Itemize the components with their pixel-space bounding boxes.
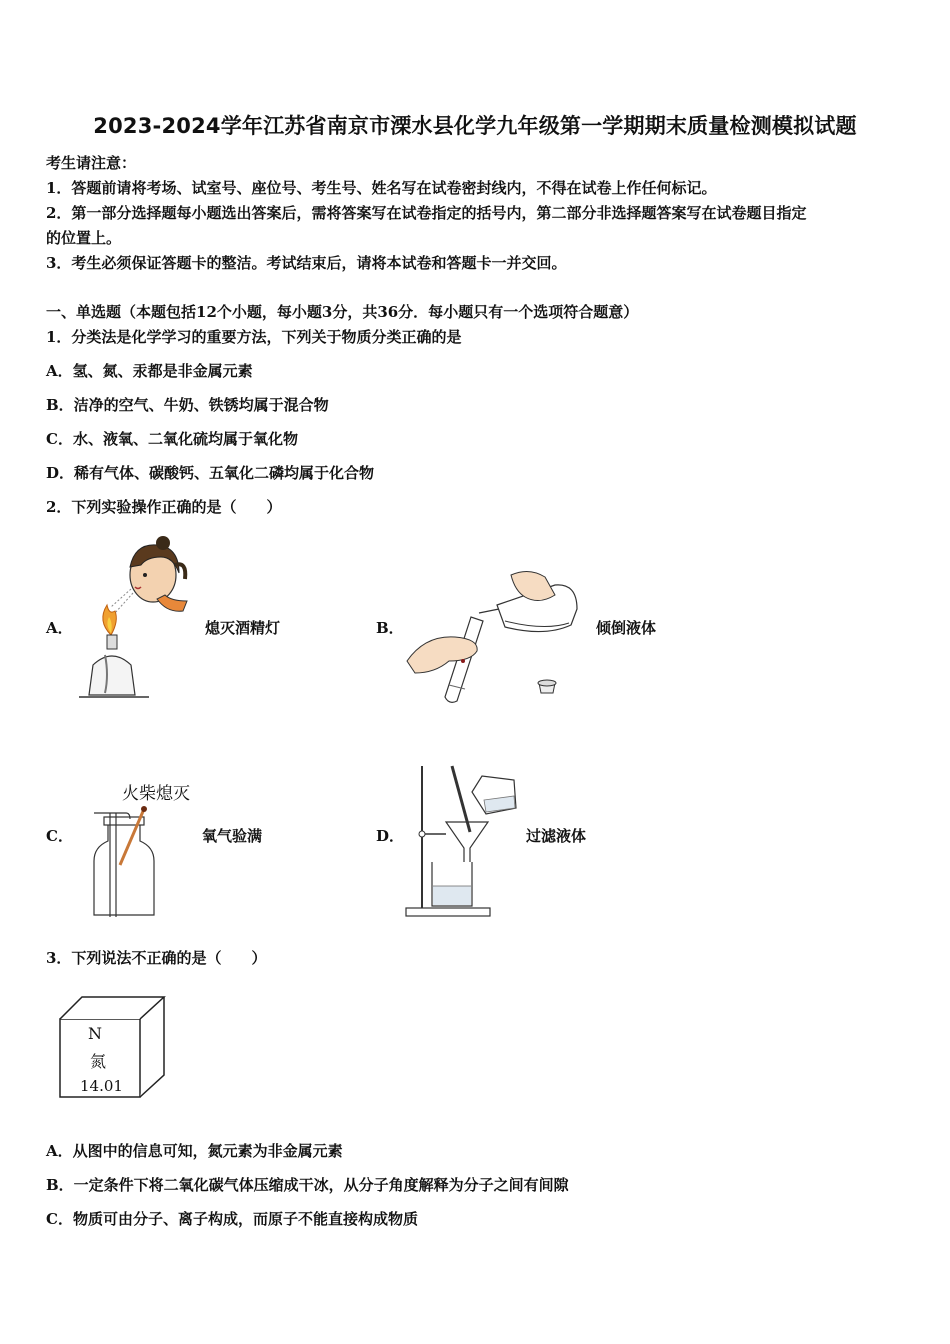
q2-option-c-letter: C． <box>46 827 73 845</box>
notice-item-3: 3．考生必须保证答题卡的整洁。考试结束后，请将本试卷和答题卡一并交回。 <box>46 254 567 272</box>
oxygen-test-icon <box>90 805 160 920</box>
q1-stem: 1．分类法是化学学习的重要方法，下列关于物质分类正确的是 <box>46 328 462 346</box>
notice-item-2-cont: 的位置上。 <box>46 229 122 247</box>
element-card <box>58 995 166 1099</box>
q1-option-d: D．稀有气体、碳酸钙、五氧化二磷均属于化合物 <box>46 464 375 482</box>
q3-option-c: C．物质可由分子、离子构成，而原子不能直接构成物质 <box>46 1210 418 1228</box>
element-mass: 14.01 <box>80 1077 123 1095</box>
notice-item-2: 2．第一部分选择题每小题选出答案后，需将答案写在试卷指定的括号内，第二部分非选择题答案写在试卷题目指定 <box>46 204 807 222</box>
q3-option-a: A．从图中的信息可知，氮元素为非金属元素 <box>46 1142 343 1160</box>
q3-stem: 3．下列说法不正确的是（ ） <box>46 949 267 967</box>
q2-option-d-caption: 过滤液体 <box>526 827 587 845</box>
page-title: 2023-2024学年江苏省南京市溧水县化学九年级第一学期期末质量检测模拟试题 <box>93 114 857 138</box>
notice-item-1: 1．答题前请将考场、试室号、座位号、考生号、姓名写在试卷密封线内，不得在试卷上作任何标记。 <box>46 179 717 197</box>
q2-option-a-caption: 熄灭酒精灯 <box>205 619 281 637</box>
q2-option-b-letter: B． <box>376 619 404 637</box>
q3-option-b: B．一定条件下将二氧化碳气体压缩成干冰，从分子角度解释为分子之间有间隙 <box>46 1176 569 1194</box>
q2-option-a-letter: A． <box>46 619 73 637</box>
pour-liquid-icon <box>405 565 585 705</box>
q1-option-c: C．水、液氧、二氧化硫均属于氧化物 <box>46 430 298 448</box>
q1-option-a: A．氢、氮、汞都是非金属元素 <box>46 362 253 380</box>
filtration-icon <box>402 762 522 920</box>
element-symbol: N <box>88 1024 102 1043</box>
q2-option-d-letter: D． <box>376 827 405 845</box>
q2-stem: 2．下列实验操作正确的是（ ） <box>46 498 282 516</box>
element-name: 氮 <box>90 1052 107 1071</box>
q2-option-b-caption: 倾倒液体 <box>596 619 657 637</box>
notice-heading: 考生请注意： <box>46 154 137 172</box>
q1-option-b: B．洁净的空气、牛奶、铁锈均属于混合物 <box>46 396 329 414</box>
q2-option-c-caption: 氧气验满 <box>202 827 263 845</box>
alcohol-lamp-blow-icon <box>75 535 195 700</box>
match-out-label: 火柴熄灭 <box>122 784 190 804</box>
section-heading: 一、单选题（本题包括12个小题，每小题3分，共36分．每小题只有一个选项符合题意） <box>46 303 639 321</box>
